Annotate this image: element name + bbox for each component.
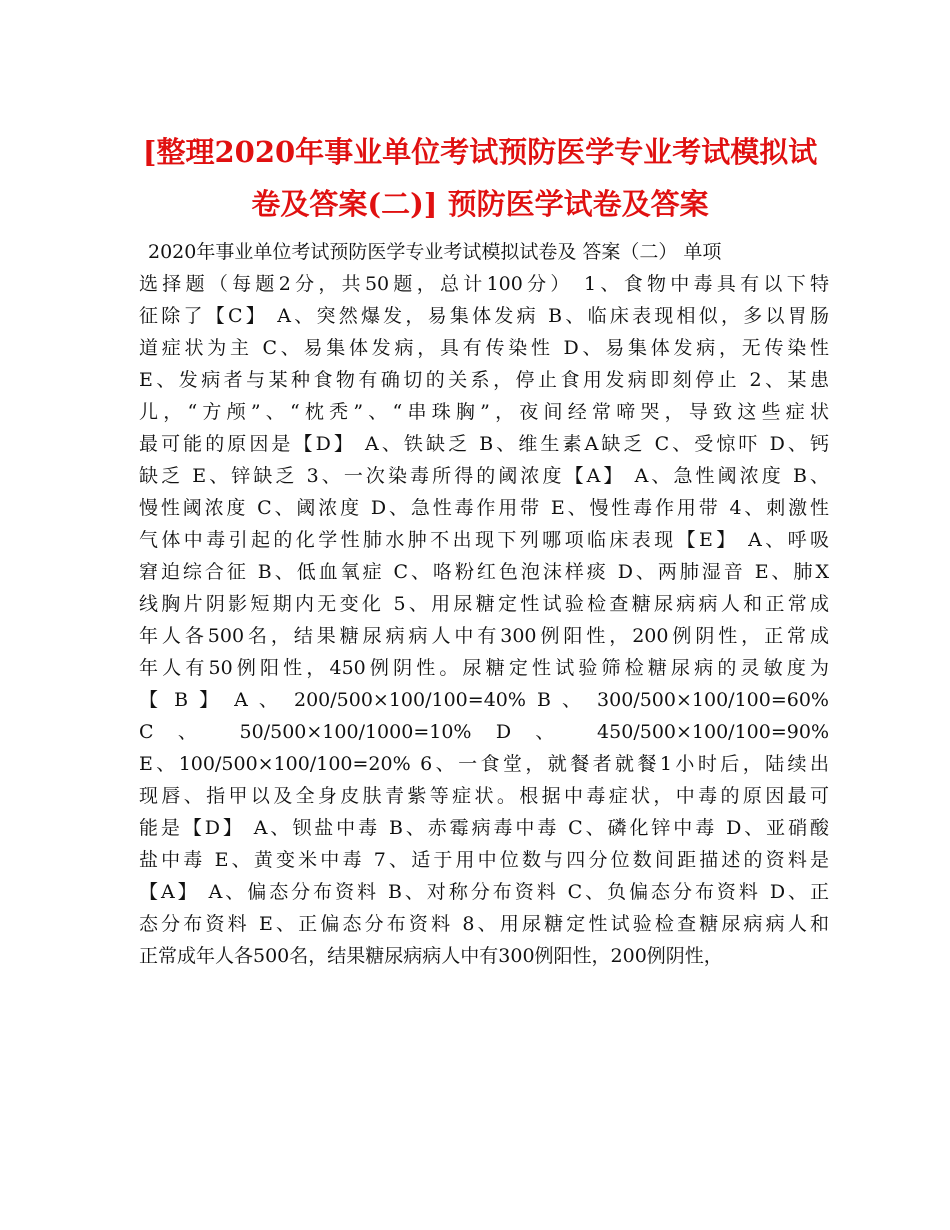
body-line: C 、 50/500×100/1000=10% D 、 450/500×100/100=90%	[139, 721, 829, 743]
body-line: E、100/500×100/100=20% 6、一食堂，就餐者就餐1小时后，陆续出	[139, 753, 829, 775]
body-line: 2020年事业单位考试预防医学专业考试模拟试卷及 答案（二） 单项	[148, 241, 722, 263]
body-line: E、发病者与某种食物有确切的关系，停止食用发病即刻停止 2、某患	[139, 369, 829, 391]
body-line: 年人各500名，结果糖尿病病人中有300例阳性，200例阴性，正常成	[139, 625, 829, 647]
body-line: 正常成年人各500名，结果糖尿病病人中有300例阳性，200例阴性，	[139, 945, 723, 967]
body-line: 儿，“方颅”、“枕秃”、“串珠胸”，夜间经常啼哭，导致这些症状	[139, 401, 829, 423]
body-line: 现唇、指甲以及全身皮肤青紫等症状。根据中毒症状，中毒的原因最可	[139, 785, 829, 807]
body-line: 【A】 A、偏态分布资料 B、对称分布资料 C、负偏态分布资料 D、正	[139, 881, 829, 903]
body-line: 【 B 】 A 、 200/500×100/100=40% B 、 300/500×100/100=60%	[139, 689, 829, 711]
body-line: 气体中毒引起的化学性肺水肿不出现下列哪项临床表现【E】 A、呼吸	[139, 529, 829, 551]
body-line: 慢性阈浓度 C、阈浓度 D、急性毒作用带 E、慢性毒作用带 4、刺激性	[139, 497, 829, 519]
body-line: 窘迫综合征 B、低血氧症 C、咯粉红色泡沫样痰 D、两肺湿音 E、肺X	[139, 561, 829, 583]
body-line: 线胸片阴影短期内无变化 5、用尿糖定性试验检查糖尿病病人和正常成	[139, 593, 829, 615]
title-line: 卷及答案(二)] 预防医学试卷及答案	[251, 187, 709, 221]
body-line: 能是【D】 A、钡盐中毒 B、赤霉病毒中毒 C、磷化锌中毒 D、亚硝酸	[139, 817, 829, 839]
body-line: 态分布资料 E、正偏态分布资料 8、用尿糖定性试验检查糖尿病病人和	[139, 913, 829, 935]
document-body	[139, 236, 829, 972]
title-line: [整理2020年事业单位考试预防医学专业考试模拟试	[142, 135, 818, 169]
body-line: 道症状为主 C、易集体发病，具有传染性 D、易集体发病，无传染性	[139, 337, 829, 359]
document-title	[100, 126, 860, 230]
body-line: 征除了【C】 A、突然爆发，易集体发病 B、临床表现相似，多以胃肠	[139, 305, 829, 327]
body-line: 选择题（每题2分，共50题，总计100分） 1、食物中毒具有以下特	[139, 273, 829, 295]
body-line: 最可能的原因是【D】 A、铁缺乏 B、维生素A缺乏 C、受惊吓 D、钙	[139, 433, 829, 455]
body-line: 年人有50例阳性，450例阴性。尿糖定性试验筛检糖尿病的灵敏度为	[139, 657, 829, 679]
body-line: 缺乏 E、锌缺乏 3、一次染毒所得的阈浓度【A】 A、急性阈浓度 B、	[139, 465, 829, 487]
body-line: 盐中毒 E、黄变米中毒 7、适于用中位数与四分位数间距描述的资料是	[139, 849, 829, 871]
